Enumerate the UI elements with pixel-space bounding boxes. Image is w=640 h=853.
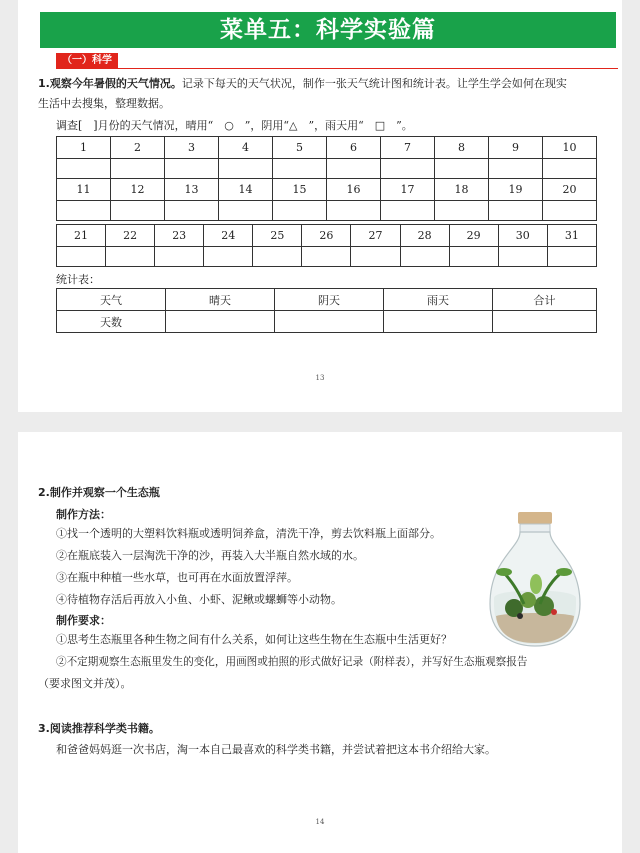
weather-mark-cell[interactable] (381, 201, 435, 221)
calendar-day-cell: 4 (219, 137, 273, 159)
weather-mark-cell[interactable] (106, 247, 155, 267)
calendar-day-cell: 12 (111, 179, 165, 201)
section-divider (56, 68, 618, 69)
calendar-day-cell: 9 (489, 137, 543, 159)
cork-lid (518, 512, 552, 524)
step-2: ②在瓶底装入一层淘洗干净的沙，再装入大半瓶自然水域的水。 (56, 549, 364, 562)
weather-mark-cell[interactable] (351, 247, 400, 267)
calendar-day-cell: 31 (547, 225, 596, 247)
calendar-day-cell: 20 (543, 179, 597, 201)
weather-mark-cell[interactable] (400, 247, 449, 267)
ecosystem-jar-illustration (484, 512, 586, 648)
method-title: 制作方法： (56, 508, 111, 521)
section-tag-science: （一）科学 (56, 53, 118, 68)
calendar-day-cell: 21 (57, 225, 106, 247)
weather-mark-cell[interactable] (327, 201, 381, 221)
weather-mark-cell[interactable] (155, 247, 204, 267)
calendar-day-cell: 13 (165, 179, 219, 201)
weather-mark-cell[interactable] (435, 201, 489, 221)
calendar-day-cell: 22 (106, 225, 155, 247)
weather-mark-cell[interactable] (165, 201, 219, 221)
calendar-day-cell: 24 (204, 225, 253, 247)
calendar-day-cell: 8 (435, 137, 489, 159)
stats-table (56, 288, 597, 333)
item1-title: 1.观察今年暑假的天气情况。 (38, 77, 182, 90)
weather-mark-cell[interactable] (327, 159, 381, 179)
requirement-2-cont: （要求图文并茂）。 (38, 677, 132, 690)
weather-mark-cell[interactable] (111, 201, 165, 221)
weather-mark-cell[interactable] (204, 247, 253, 267)
item3-body: 和爸爸妈妈逛一次书店，淘一本自己最喜欢的科学类书籍，并尝试着把这本书介绍给大家。 (56, 743, 496, 756)
weather-mark-cell[interactable] (273, 159, 327, 179)
page-number: 13 (315, 374, 325, 382)
weather-mark-cell[interactable] (543, 159, 597, 179)
calendar-day-cell: 17 (381, 179, 435, 201)
calendar-day-cell: 14 (219, 179, 273, 201)
calendar-table-bottom (56, 224, 597, 267)
weather-mark-cell[interactable] (449, 247, 498, 267)
requirements-title: 制作要求： (56, 614, 111, 627)
weather-mark-cell[interactable] (302, 247, 351, 267)
stats-header-total: 合计 (493, 289, 597, 311)
item1-body-line2: 生活中去搜集，整理数据。 (38, 97, 170, 110)
calendar-table-top (56, 136, 597, 221)
calendar-day-cell: 28 (400, 225, 449, 247)
calendar-day-cell: 19 (489, 179, 543, 201)
item3-title: 3.阅读推荐科学类书籍。 (38, 722, 160, 735)
page-number: 14 (315, 818, 325, 826)
item1-body: 记录下每天的天气状况，制作一张天气统计图和统计表。让学生学会如何在现实 (181, 77, 567, 90)
stats-label: 统计表： (56, 273, 100, 286)
weather-mark-cell[interactable] (435, 159, 489, 179)
stats-header-sunny: 晴天 (166, 289, 275, 311)
weather-mark-cell[interactable] (489, 201, 543, 221)
weather-mark-cell[interactable] (111, 159, 165, 179)
calendar-day-cell: 10 (543, 137, 597, 159)
item2-title: 2.制作并观察一个生态瓶 (38, 486, 160, 499)
step-4: ④待植物存活后再放入小鱼、小虾、泥鳅或螺蛳等小动物。 (56, 593, 342, 606)
weather-mark-cell[interactable] (381, 159, 435, 179)
stats-cell[interactable] (275, 311, 384, 333)
calendar-day-cell: 2 (111, 137, 165, 159)
page-13 (18, 0, 622, 412)
calendar-day-cell: 5 (273, 137, 327, 159)
menu-banner: 菜单五：科学实验篇 (40, 12, 616, 48)
weather-mark-cell[interactable] (219, 201, 273, 221)
calendar-day-cell: 27 (351, 225, 400, 247)
weather-mark-cell[interactable] (273, 201, 327, 221)
page-14 (18, 432, 622, 853)
stats-row-label: 天数 (57, 311, 166, 333)
calendar-day-cell: 3 (165, 137, 219, 159)
step-3: ③在瓶中种植一些水草，也可再在水面放置浮萍。 (56, 571, 298, 584)
calendar-day-cell: 18 (435, 179, 489, 201)
weather-mark-cell[interactable] (165, 159, 219, 179)
survey-line: 调查[ ]月份的天气情况，晴用“ ○ ”，阴用“△ ”，雨天用“ □ ”。 (56, 119, 413, 132)
calendar-day-cell: 25 (253, 225, 302, 247)
stats-cell[interactable] (493, 311, 597, 333)
step-1: ①找一个透明的大塑料饮料瓶或透明饲养盒，清洗干净，剪去饮料瓶上面部分。 (56, 527, 441, 540)
requirement-1: ①思考生态瓶里各种生物之间有什么关系，如何让这些生物在生态瓶中生活更好？ (56, 633, 452, 646)
calendar-day-cell: 23 (155, 225, 204, 247)
weather-mark-cell[interactable] (57, 247, 106, 267)
calendar-day-cell: 6 (327, 137, 381, 159)
weather-mark-cell[interactable] (57, 159, 111, 179)
requirement-2: ②不定期观察生态瓶里发生的变化，用画图或拍照的形式做好记录（附样表），并写好生态瓶观察报告 (56, 656, 528, 668)
stats-cell[interactable] (166, 311, 275, 333)
weather-mark-cell[interactable] (543, 201, 597, 221)
item1-paragraph (38, 74, 598, 94)
stats-cell[interactable] (384, 311, 493, 333)
calendar-day-cell: 30 (498, 225, 547, 247)
calendar-day-cell: 29 (449, 225, 498, 247)
stats-header-rainy: 雨天 (384, 289, 493, 311)
calendar-day-cell: 7 (381, 137, 435, 159)
weather-mark-cell[interactable] (219, 159, 273, 179)
calendar-day-cell: 26 (302, 225, 351, 247)
weather-mark-cell[interactable] (498, 247, 547, 267)
weather-mark-cell[interactable] (253, 247, 302, 267)
stats-header-weather: 天气 (57, 289, 166, 311)
calendar-day-cell: 1 (57, 137, 111, 159)
calendar-day-cell: 16 (327, 179, 381, 201)
weather-mark-cell[interactable] (489, 159, 543, 179)
calendar-day-cell: 15 (273, 179, 327, 201)
weather-mark-cell[interactable] (547, 247, 596, 267)
calendar-day-cell: 11 (57, 179, 111, 201)
stats-header-cloudy: 阴天 (275, 289, 384, 311)
weather-mark-cell[interactable] (57, 201, 111, 221)
